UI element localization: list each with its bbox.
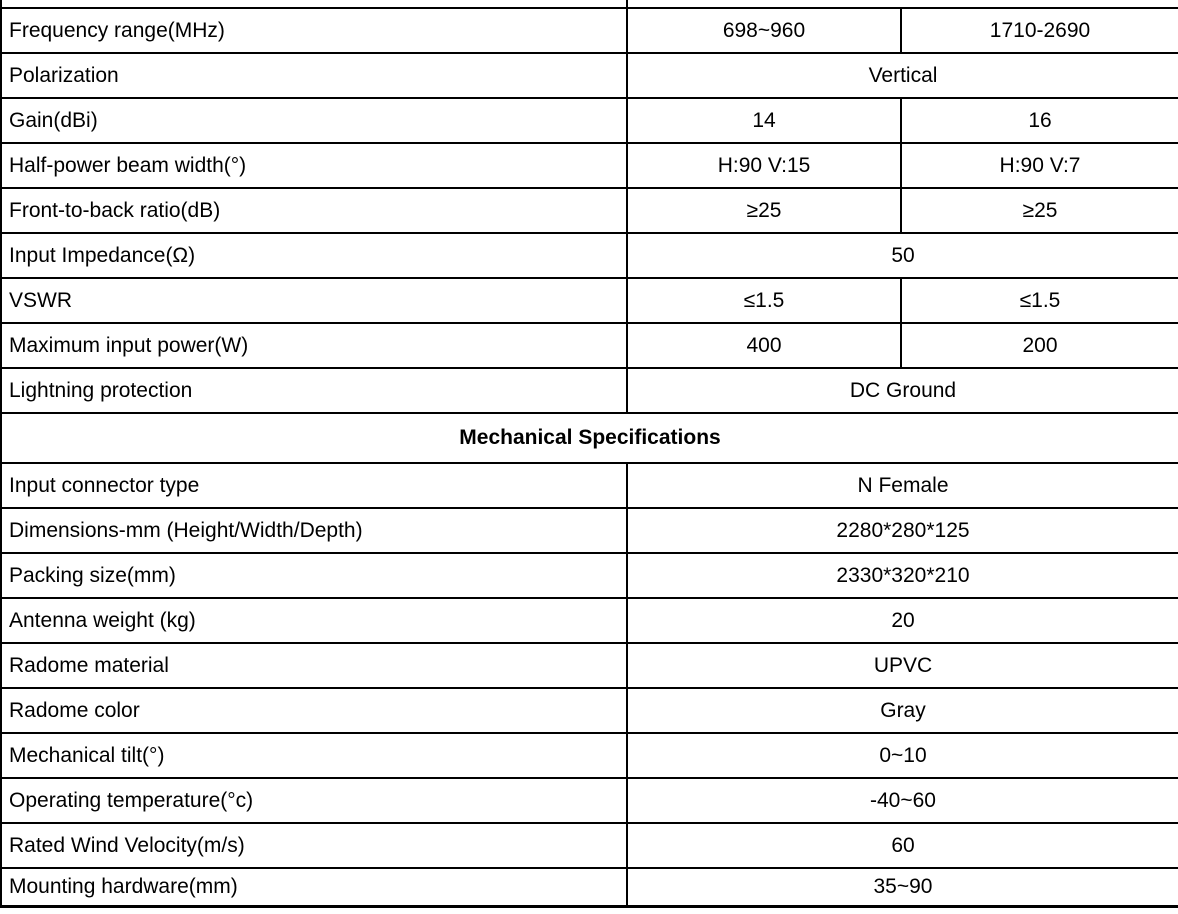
spec-value-low-band-cell: 698~960 — [627, 8, 901, 53]
spec-value-cell: UPVC — [627, 643, 1178, 688]
spec-label-cell: Radome material — [1, 643, 627, 688]
spec-label-cell: Mechanical tilt(°) — [1, 733, 627, 778]
spec-value-high-band-cell: 16 — [901, 98, 1178, 143]
spec-label-cell: Input Impedance(Ω) — [1, 233, 627, 278]
spec-value-cell: N Female — [627, 463, 1178, 508]
spec-label-cell: Polarization — [1, 53, 627, 98]
spec-value-low-band-cell: 400 — [627, 323, 901, 368]
spec-value-cell: 20 — [627, 598, 1178, 643]
cropped-top-row — [1, 0, 1178, 8]
spec-row — [1, 688, 1178, 733]
spec-value-low-band-cell: ≤1.5 — [627, 278, 901, 323]
spec-value-high-band-cell: ≥25 — [901, 188, 1178, 233]
spec-value-low-band-cell: 14 — [627, 98, 901, 143]
spec-label-cell: Rated Wind Velocity(m/s) — [1, 823, 627, 868]
spec-value-high-band-cell: H:90 V:7 — [901, 143, 1178, 188]
spec-value-high-band-cell: 200 — [901, 323, 1178, 368]
spec-value-cell: 2280*280*125 — [627, 508, 1178, 553]
spec-label-cell: Antenna weight (kg) — [1, 598, 627, 643]
spec-value-cell: 35~90 — [627, 868, 1178, 906]
spec-value-low-band-cell: H:90 V:15 — [627, 143, 901, 188]
spec-value-cell: Gray — [627, 688, 1178, 733]
spec-value-cell: 0~10 — [627, 733, 1178, 778]
spec-label-cell: Mounting hardware(mm) — [1, 868, 627, 906]
cropped-top-row-label-cell — [1, 0, 627, 8]
spec-label-cell: Lightning protection — [1, 368, 627, 413]
spec-label-cell: Front-to-back ratio(dB) — [1, 188, 627, 233]
spec-value-cell: Vertical — [627, 53, 1178, 98]
spec-value-cell: 50 — [627, 233, 1178, 278]
spec-row — [1, 188, 1178, 233]
spec-row — [1, 53, 1178, 98]
spec-row — [1, 233, 1178, 278]
section-header-row — [1, 413, 1178, 463]
spec-row — [1, 98, 1178, 143]
spec-label-cell: Frequency range(MHz) — [1, 8, 627, 53]
spec-row — [1, 278, 1178, 323]
spec-row — [1, 143, 1178, 188]
spec-row — [1, 553, 1178, 598]
section-header-title: Mechanical Specifications — [1, 413, 1178, 463]
spec-value-high-band-cell: 1710-2690 — [901, 8, 1178, 53]
spec-label-cell: Operating temperature(°c) — [1, 778, 627, 823]
spec-label-cell: Input connector type — [1, 463, 627, 508]
spec-table-body — [1, 0, 1178, 906]
spec-label-cell: Maximum input power(W) — [1, 323, 627, 368]
spec-value-cell: DC Ground — [627, 368, 1178, 413]
spec-row — [1, 778, 1178, 823]
spec-row — [1, 823, 1178, 868]
spec-label-cell: Gain(dBi) — [1, 98, 627, 143]
spec-row — [1, 508, 1178, 553]
spec-value-low-band-cell: ≥25 — [627, 188, 901, 233]
spec-label-cell: Half-power beam width(°) — [1, 143, 627, 188]
spec-value-cell: 2330*320*210 — [627, 553, 1178, 598]
spec-value-cell: 60 — [627, 823, 1178, 868]
spec-value-cell: -40~60 — [627, 778, 1178, 823]
spec-label-cell: Dimensions-mm (Height/Width/Depth) — [1, 508, 627, 553]
spec-value-high-band-cell: ≤1.5 — [901, 278, 1178, 323]
spec-row — [1, 733, 1178, 778]
spec-row — [1, 323, 1178, 368]
spec-row — [1, 643, 1178, 688]
spec-label-cell: Packing size(mm) — [1, 553, 627, 598]
spec-label-cell: VSWR — [1, 278, 627, 323]
spec-row — [1, 868, 1178, 906]
spec-row — [1, 8, 1178, 53]
spec-row — [1, 463, 1178, 508]
spec-row — [1, 368, 1178, 413]
cropped-top-row-value-cell — [627, 0, 1178, 8]
spec-row — [1, 598, 1178, 643]
spec-label-cell: Radome color — [1, 688, 627, 733]
